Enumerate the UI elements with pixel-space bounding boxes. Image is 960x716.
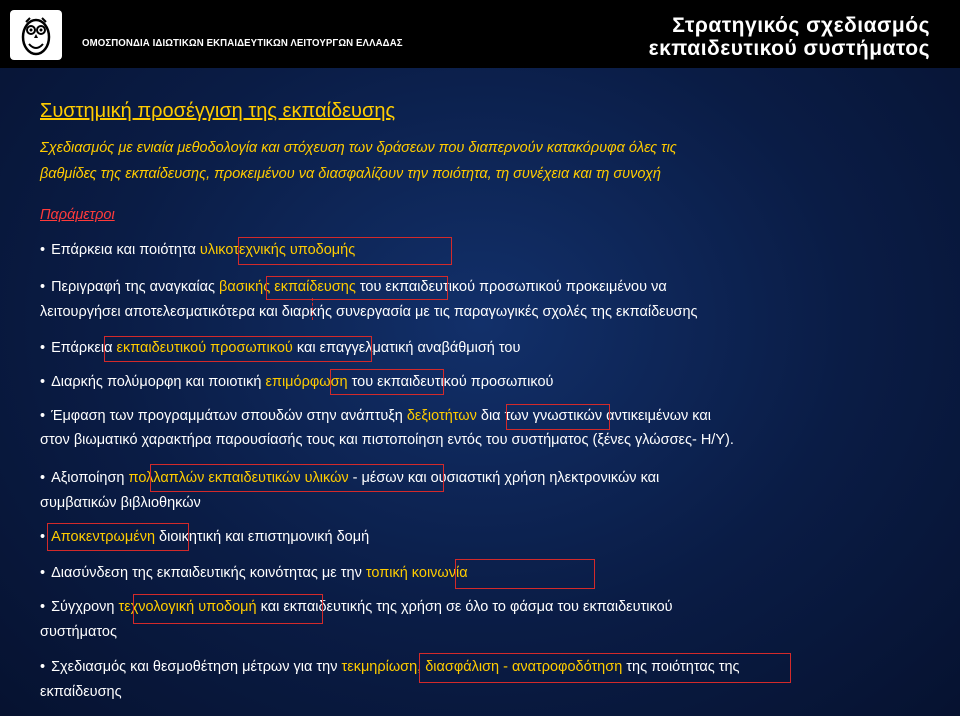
bullet-item: • Διασύνδεση της εκπαιδευτικής κοινότητας με την τοπική κοινωνία bbox=[40, 565, 468, 581]
highlight-text: εκπαιδευτικού προσωπικού bbox=[116, 340, 293, 356]
parameters-label: Παράμετροι bbox=[40, 207, 115, 223]
organization-name: ΟΜΟΣΠΟΝΔΙΑ ΙΔΙΩΤΙΚΩΝ ΕΚΠΑΙΔΕΥΤΙΚΩΝ ΛΕΙΤΟΥΡΓΩΝ ΕΛΛΑΔΑΣ bbox=[82, 37, 403, 49]
highlight-text: υλικοτεχνικής υποδομής bbox=[199, 242, 356, 258]
highlight-text: δεξιοτήτων bbox=[406, 408, 477, 424]
highlight-frame bbox=[150, 464, 444, 492]
highlight-text: τεκμηρίωση, διασφάλιση - ανατροφοδότηση bbox=[341, 659, 623, 675]
highlight-text: βασικής εκπαίδευσης bbox=[219, 279, 356, 295]
bullet-item: • Σύγχρονη τεχνολογική υποδομή και εκπαιδευτικής της χρήση σε όλο το φάσμα του εκπαιδευτικού bbox=[40, 599, 673, 615]
bullet-icon: • bbox=[40, 408, 46, 424]
highlight-text: πολλαπλών εκπαιδευτικών υλικών bbox=[128, 470, 349, 486]
highlight-frame bbox=[47, 523, 189, 551]
title-line-2: εκπαιδευτικού συστήματος bbox=[648, 37, 930, 60]
bullet-item: • Περιγραφή της αναγκαίας βασικής εκπαίδευσης του εκπαιδευτικού προσωπικού προκειμένου να bbox=[40, 279, 667, 295]
highlight-text: επιμόρφωση bbox=[265, 374, 348, 390]
bullet-item-continuation: συμβατικών βιβλιοθηκών bbox=[40, 495, 201, 511]
highlight-frame bbox=[419, 653, 791, 683]
highlight-frame bbox=[312, 298, 313, 320]
bullet-item: • Επάρκεια εκπαιδευτικού προσωπικού και επαγγελματική αναβάθμισή του bbox=[40, 340, 521, 356]
bullet-icon: • bbox=[40, 659, 46, 675]
highlight-frame bbox=[330, 369, 444, 395]
intro-line-2: βαθμίδες της εκπαίδευσης, προκειμένου να διασφαλίζουν την ποιότητα, τη συνέχεια και τη συνοχή bbox=[40, 166, 661, 182]
section-title: Συστημική προσέγγιση της εκπαίδευσης bbox=[40, 100, 396, 122]
bullet-icon: • bbox=[40, 470, 46, 486]
bullet-icon: • bbox=[40, 599, 46, 615]
highlight-text: τοπική κοινωνία bbox=[365, 565, 468, 581]
bullet-icon: • bbox=[40, 374, 46, 390]
highlight-text: τεχνολογική υποδομή bbox=[118, 599, 257, 615]
bullet-icon: • bbox=[40, 340, 46, 356]
bullet-item: • Διαρκής πολύμορφη και ποιοτική επιμόρφωση του εκπαιδευτικού προσωπικού bbox=[40, 374, 554, 390]
bullet-item: • Έμφαση των προγραμμάτων σπουδών στην ανάπτυξη δεξιοτήτων δια των γνωστικών αντικειμένων και bbox=[40, 408, 711, 424]
bullet-item: • Σχεδιασμός και θεσμοθέτηση μέτρων για την τεκμηρίωση, διασφάλιση - ανατροφοδότηση της ποιότητας της bbox=[40, 659, 740, 675]
highlight-frame bbox=[266, 276, 448, 300]
intro-line-1: Σχεδιασμός με ενιαία μεθοδολογία και στόχευση των δράσεων που διαπερνούν κατακόρυφα όλες τις bbox=[40, 140, 677, 156]
highlight-frame bbox=[506, 404, 610, 430]
bullet-item-continuation: στον βιωματικό χαρακτήρα παρουσίασής τους και πιστοποίηση εντός του συστήματος (ξένες γλώσσες- Η/Υ). bbox=[40, 432, 734, 448]
highlight-frame bbox=[238, 237, 452, 265]
highlight-frame bbox=[455, 559, 595, 589]
bullet-item: • Αξιοποίηση πολλαπλών εκπαιδευτικών υλικών - μέσων και ουσιαστική χρήση ηλεκτρονικών και bbox=[40, 470, 660, 486]
bullet-item: • Επάρκεια και ποιότητα υλικοτεχνικής υποδομής bbox=[40, 242, 356, 258]
bullet-icon: • bbox=[40, 279, 46, 295]
bullet-icon: • bbox=[40, 565, 46, 581]
bullet-icon: • bbox=[40, 242, 46, 258]
highlight-frame bbox=[133, 594, 323, 624]
bullet-item-continuation: εκπαίδευσης bbox=[40, 684, 122, 700]
highlight-frame bbox=[104, 336, 372, 362]
bullet-item-continuation: συστήματος bbox=[40, 624, 117, 640]
highlight-text: Αποκεντρωμένη bbox=[51, 529, 156, 545]
bullet-item-continuation: λειτουργήσει αποτελεσματικότερα και διαρκής συνεργασία με τις παραγωγικές σχολές της εκπαίδευσης bbox=[40, 304, 698, 320]
bullet-icon: • bbox=[40, 529, 46, 545]
title-line-1: Στρατηγικός σχεδιασμός bbox=[672, 14, 930, 37]
bullet-item: • Αποκεντρωμένη διοικητική και επιστημονική δομή bbox=[40, 529, 370, 545]
